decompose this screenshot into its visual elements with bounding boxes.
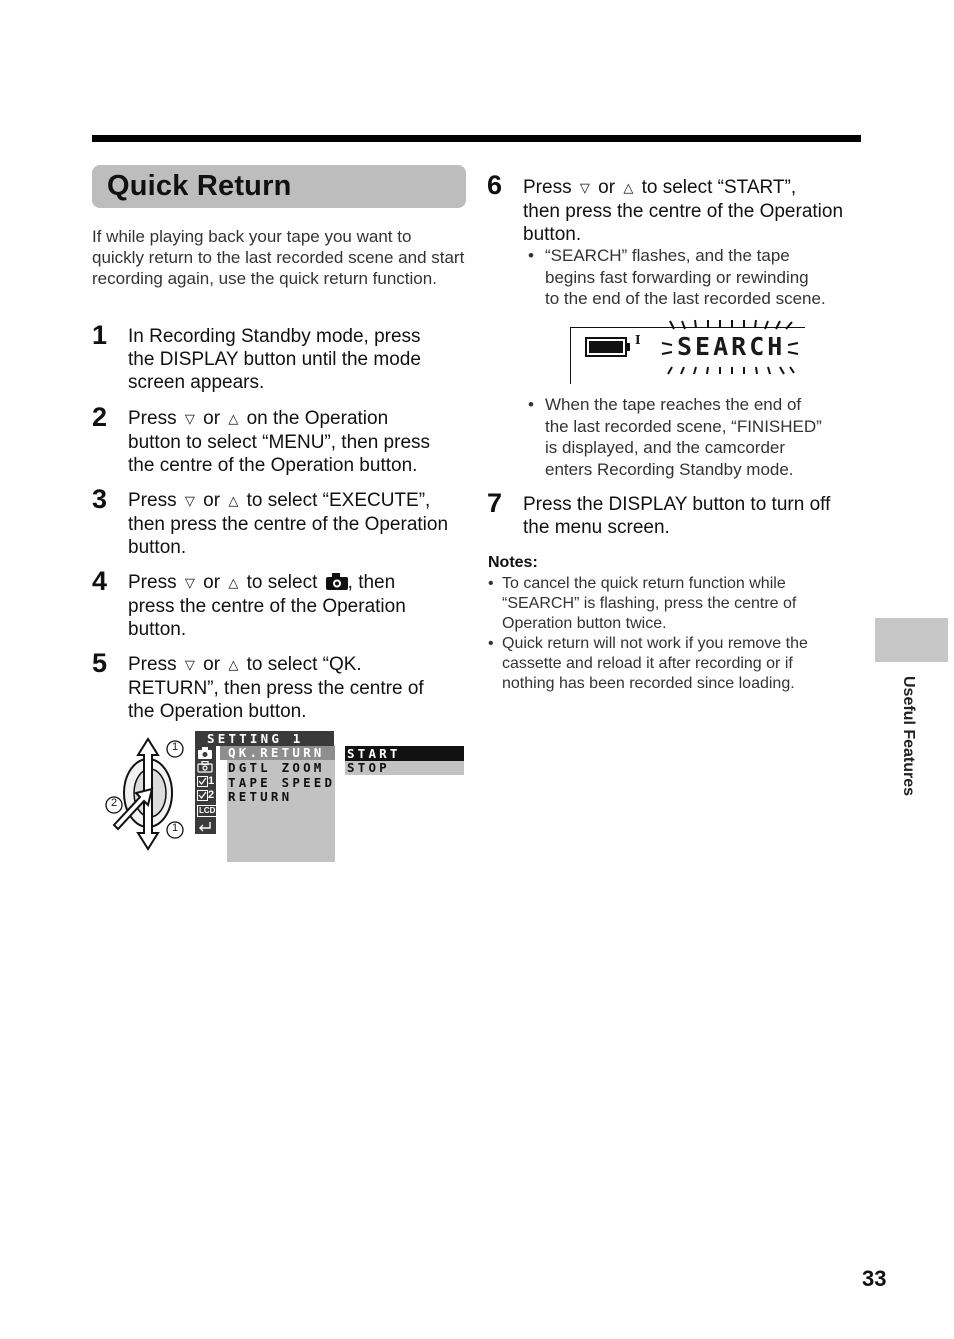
down-triangle-icon: ▽ <box>579 180 590 195</box>
step-5-text <box>128 653 473 723</box>
return-arrow-icon <box>197 820 213 832</box>
down-triangle-icon: ▽ <box>184 411 195 426</box>
camera-outline-icon <box>197 761 213 773</box>
up-triangle-icon: △ <box>228 657 239 672</box>
down-triangle-icon: ▽ <box>184 493 195 508</box>
icon-label: 2 <box>208 789 215 801</box>
step-6-text <box>523 176 868 246</box>
step-word: or <box>203 490 221 511</box>
step-word: to select <box>246 572 318 593</box>
down-triangle-icon: ▽ <box>184 575 195 590</box>
camera-icon <box>197 747 213 759</box>
note-item <box>488 574 858 634</box>
up-triangle-icon: △ <box>623 180 634 195</box>
search-text: SEARCH <box>677 332 786 361</box>
bullet-line: is displayed, and the camcorder <box>545 438 786 457</box>
notes-heading: Notes: <box>488 554 538 571</box>
step-line: the DISPLAY button until the mode <box>128 349 421 370</box>
camera-icon <box>326 573 348 590</box>
step-line: Press the DISPLAY button to turn off <box>523 494 831 515</box>
step-4-text <box>128 571 473 641</box>
step-line: then press the centre of the Operation <box>128 514 449 535</box>
section-title-box <box>92 165 466 208</box>
menu-item: TAPE SPEED <box>228 775 336 790</box>
step-word: on the Operation <box>246 408 389 429</box>
step-number: 6 <box>487 170 503 200</box>
bullet-line: enters Recording Standby mode. <box>545 459 794 479</box>
step-number: 4 <box>92 566 108 596</box>
callout-label: 1 <box>171 741 179 753</box>
step-number: 2 <box>92 402 108 432</box>
menu-option-stop: STOP <box>345 761 464 775</box>
bullet-line: the last recorded scene, “FINISHED” <box>545 416 822 436</box>
step-line: then press the centre of the Operation <box>523 201 844 222</box>
top-rule <box>92 135 861 142</box>
step-word: to select “QK. <box>246 654 362 675</box>
section-tab <box>875 618 948 662</box>
step-word: Press <box>128 490 177 511</box>
step-number: 7 <box>487 488 503 518</box>
step-line: the menu screen. <box>523 517 670 538</box>
step-line: RETURN”, then press the centre of <box>128 678 424 699</box>
step-word: , then <box>347 572 396 593</box>
step-line: the Operation button. <box>128 701 307 722</box>
step-line: button. <box>128 537 187 558</box>
step-7-text <box>523 493 868 539</box>
checkbox-icon <box>197 776 208 787</box>
battery-mark: I <box>635 333 641 347</box>
note-line: Quick return will not work if you remove the <box>502 635 808 652</box>
callout-label: 2 <box>110 797 118 809</box>
step-line: the centre of the Operation button. <box>128 455 418 476</box>
step-word: Press <box>128 654 177 675</box>
note-line: “SEARCH” is flashing, press the centre of <box>502 595 797 612</box>
step-word: to select “START”, <box>641 177 797 198</box>
step-number: 1 <box>92 320 108 350</box>
step-word: to select “EXECUTE”, <box>246 490 431 511</box>
step-number: 5 <box>92 648 108 678</box>
menu-header: SETTING 1 <box>195 731 334 746</box>
bullet-line: begins fast forwarding or rewinding <box>545 267 809 287</box>
step-word: or <box>203 654 221 675</box>
menu-item: QK.RETURN <box>228 745 325 760</box>
lcd-icon: LCD <box>199 806 216 815</box>
bullet-item <box>528 245 868 310</box>
note-line: nothing has been recorded since loading. <box>502 675 795 692</box>
step-word: Press <box>128 572 177 593</box>
menu-item: DGTL ZOOM <box>228 760 325 775</box>
up-triangle-icon: △ <box>228 493 239 508</box>
step-number: 3 <box>92 484 108 514</box>
step-word: Press <box>523 177 572 198</box>
step-line: screen appears. <box>128 372 265 393</box>
intro-paragraph: If while playing back your tape you want to quickly return to the last recorded scene and start recording again, use the quick return function. <box>92 227 465 288</box>
icon-label: 1 <box>208 775 215 787</box>
step-1-text <box>128 325 473 394</box>
callout-label: 1 <box>171 822 179 834</box>
step-word: or <box>203 572 221 593</box>
bullet-line: to the end of the last recorded scene. <box>545 289 826 308</box>
note-line: To cancel the quick return function while <box>502 575 786 592</box>
menu-item: RETURN <box>228 789 293 804</box>
step-word: Press <box>128 408 177 429</box>
menu-option-start: START <box>345 746 464 761</box>
bullet-dot: • <box>488 635 494 652</box>
section-tab-label: Useful Features <box>900 676 917 797</box>
bullet-dot: • <box>528 395 534 414</box>
page-number: 33 <box>862 1266 887 1291</box>
note-line: Operation button twice. <box>502 615 667 632</box>
operation-button-illustration <box>100 733 195 853</box>
step-line: In Recording Standby mode, press <box>128 326 421 347</box>
up-triangle-icon: △ <box>228 575 239 590</box>
up-triangle-icon: △ <box>228 411 239 426</box>
step-2-text <box>128 407 473 477</box>
bullet-dot: • <box>488 575 494 592</box>
battery-icon <box>585 335 635 359</box>
step-line: button. <box>523 224 582 245</box>
step-word: or <box>203 408 221 429</box>
checkbox-icon <box>197 790 208 801</box>
step-line: press the centre of the Operation <box>128 596 406 617</box>
bullet-line: When the tape reaches the end of <box>545 395 802 414</box>
note-line: cassette and reload it after recording or if <box>502 655 793 672</box>
bullet-line: “SEARCH” flashes, and the tape <box>545 246 790 265</box>
down-triangle-icon: ▽ <box>184 657 195 672</box>
bullet-dot: • <box>528 246 534 265</box>
step-3-text <box>128 489 473 559</box>
step-line: button to select “MENU”, then press <box>128 432 431 453</box>
page-title: Quick Return <box>107 170 292 202</box>
step-word: or <box>598 177 616 198</box>
bullet-item <box>528 394 868 480</box>
note-item <box>488 634 858 694</box>
step-line: button. <box>128 619 187 640</box>
